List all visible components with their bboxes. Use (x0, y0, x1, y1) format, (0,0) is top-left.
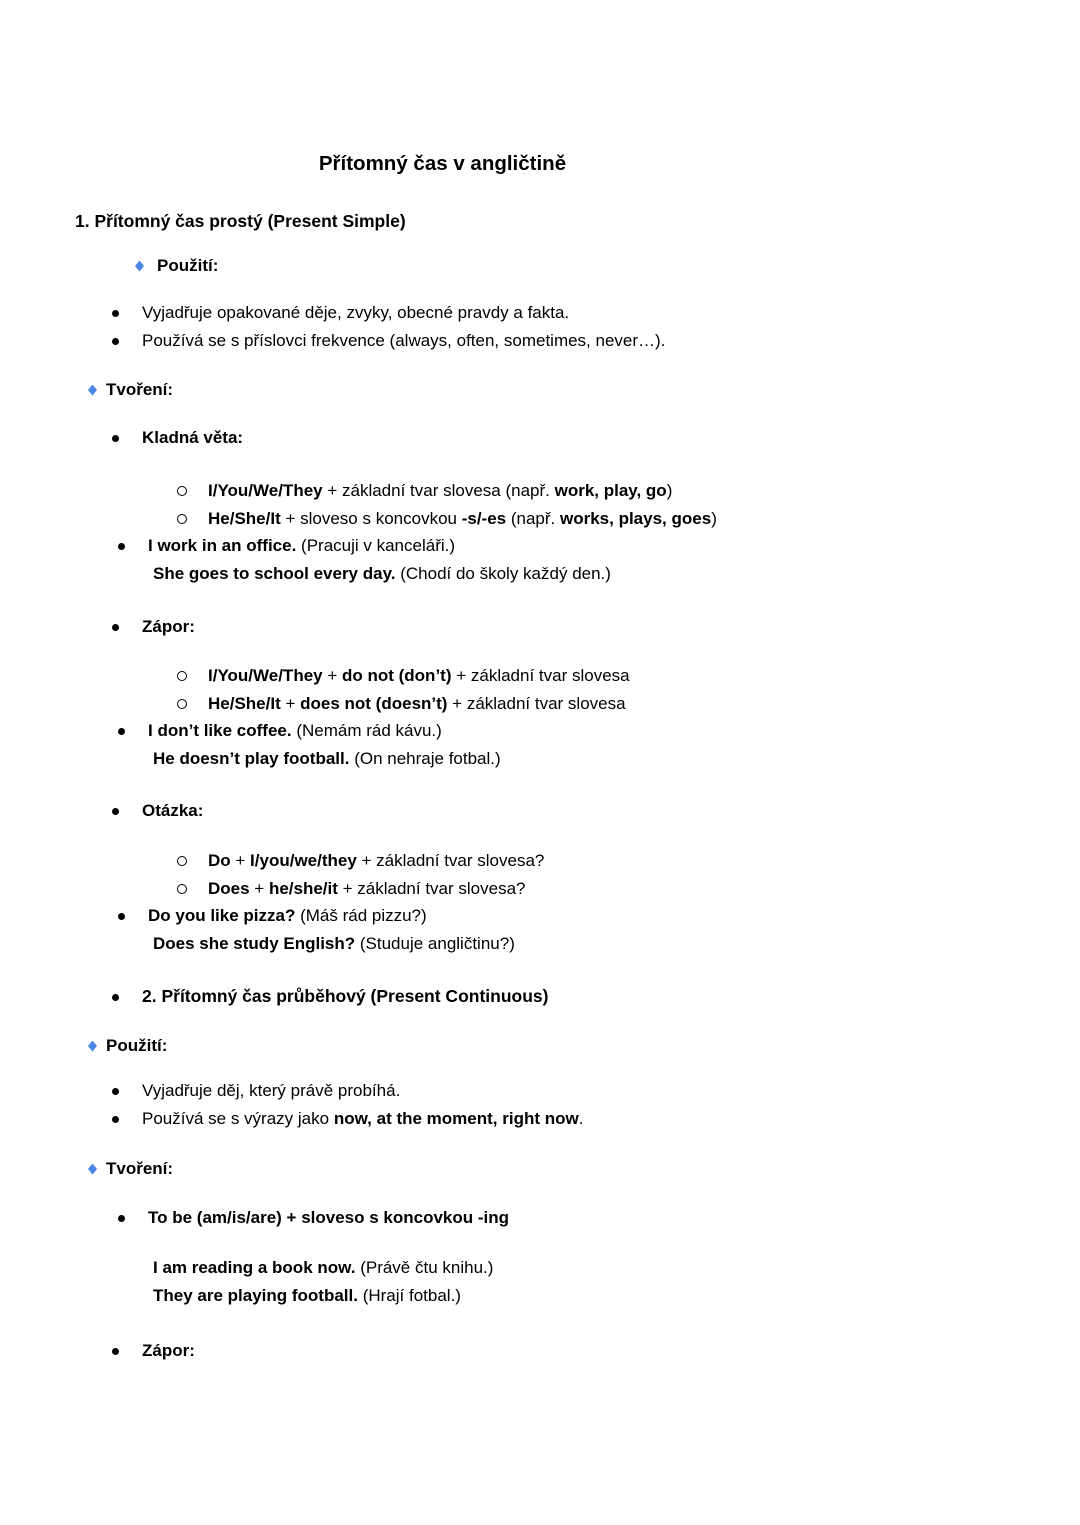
disc-bullet-icon (112, 1088, 119, 1095)
circle-bullet-icon (177, 514, 187, 524)
tvoreni-label-2 (106, 1155, 173, 1183)
pouziti-label-1 (157, 252, 218, 280)
circle-bullet-icon (177, 884, 187, 894)
rule-plain-text: + (280, 694, 301, 713)
example-sentence: I don’t like coffee. (148, 721, 292, 740)
example-sentence: He doesn’t play football. (153, 749, 350, 768)
rule-plain-text: + základní tvar slovesa (447, 694, 626, 713)
rule-bold-text: Does (208, 879, 250, 898)
example-translation: (Nemám rád kávu.) (291, 721, 442, 740)
rule-list-item (208, 690, 626, 718)
disc-bullet-icon (118, 728, 125, 735)
diamond-bullet-icon (88, 385, 97, 396)
label-text: Kladná věta: (142, 428, 244, 447)
usage-list-item (142, 327, 665, 355)
rule-plain-text: + (322, 666, 342, 685)
example-line (148, 532, 455, 560)
rule-plain-text: + základní tvar slovesa (451, 666, 630, 685)
rule-plain-text: + sloveso s koncovkou (280, 509, 462, 528)
circle-bullet-icon (177, 671, 187, 681)
example-line (148, 717, 442, 745)
disc-bullet-icon (112, 338, 119, 345)
rule-plain-text: ) (666, 481, 673, 500)
diamond-bullet-icon (88, 1041, 97, 1052)
section2-heading (142, 982, 548, 1010)
label-text: Použití: (106, 1036, 168, 1055)
rule-plain-text: + základní tvar slovesa (např. (322, 481, 555, 500)
usage-list-item (142, 1105, 583, 1133)
example-line (153, 930, 515, 958)
example-line (153, 1282, 461, 1310)
example-line (153, 745, 501, 773)
rule-plain-text: + (230, 851, 251, 870)
example-translation: (Právě čtu knihu.) (355, 1258, 494, 1277)
rule-list-item (208, 875, 526, 903)
rule-bold-text: He/She/It (208, 509, 281, 528)
rule-list-item (208, 662, 630, 690)
rule-plain-text: + (249, 879, 269, 898)
rule-bold-text: To be (am/is/are) + sloveso s koncovkou -ing (148, 1208, 510, 1227)
disc-bullet-icon (112, 435, 119, 442)
example-sentence: They are playing football. (153, 1286, 358, 1305)
rule-bold-text: I/You/We/They (208, 666, 323, 685)
rule-list-item (208, 505, 717, 533)
rule-bold-text: He/She/It (208, 694, 281, 713)
kladna-veta-label (142, 424, 243, 452)
label-text: Tvoření: (106, 380, 174, 399)
example-line (148, 902, 427, 930)
rule-bold-text: works, plays, goes (560, 509, 712, 528)
rule-plain-text: + základní tvar slovesa? (356, 851, 545, 870)
circle-bullet-icon (177, 699, 187, 709)
example-sentence: She goes to school every day. (153, 564, 396, 583)
item-bold-text: now, at the moment, right now (333, 1109, 579, 1128)
disc-bullet-icon (118, 1215, 125, 1222)
example-translation: (Hrají fotbal.) (357, 1286, 461, 1305)
example-sentence: Does she study English? (153, 934, 356, 953)
item-text: Používá se s výrazy jako (142, 1109, 334, 1128)
rule-plain-text: + základní tvar slovesa? (337, 879, 526, 898)
example-translation: (On nehraje fotbal.) (349, 749, 501, 768)
label-text: Otázka: (142, 801, 204, 820)
circle-bullet-icon (177, 856, 187, 866)
rule-bold-text: I/You/We/They (208, 481, 323, 500)
example-line (153, 1254, 493, 1282)
example-sentence: Do you like pizza? (148, 906, 296, 925)
rule-bold-text: work, play, go (554, 481, 667, 500)
disc-bullet-icon (112, 310, 119, 317)
rule-bold-text: does not (doesn’t) (300, 694, 448, 713)
item-text: . (578, 1109, 584, 1128)
tvoreni-label-1 (106, 376, 173, 404)
otazka-label (142, 797, 203, 825)
rule-plain-text: ) (711, 509, 717, 528)
item-text: Používá se s příslovci frekvence (always, often, sometimes, never…). (142, 331, 666, 350)
usage-list-item (142, 299, 569, 327)
section1-heading: 1. Přítomný čas prostý (Present Simple) (75, 211, 406, 231)
disc-bullet-icon (118, 543, 125, 550)
rule-plain-text: (např. (506, 509, 560, 528)
example-sentence: I work in an office. (148, 536, 297, 555)
disc-bullet-icon (118, 913, 125, 920)
disc-bullet-icon (112, 808, 119, 815)
example-translation: (Studuje angličtinu?) (355, 934, 515, 953)
rule-list-item (208, 847, 544, 875)
example-translation: (Pracuji v kanceláři.) (296, 536, 456, 555)
pouziti-label-2 (106, 1032, 167, 1060)
diamond-bullet-icon (88, 1164, 97, 1175)
disc-bullet-icon (112, 1116, 119, 1123)
label-text: Použití: (157, 256, 219, 275)
rule-bold-text: do not (don’t) (341, 666, 452, 685)
zapor-label (142, 613, 195, 641)
item-text: Vyjadřuje děj, který právě probíhá. (142, 1081, 401, 1100)
heading-text: 2. Přítomný čas průběhový (Present Continuous) (142, 986, 549, 1006)
disc-bullet-icon (112, 624, 119, 631)
rule-bold-text: he/she/it (268, 879, 338, 898)
example-translation: (Máš rád pizzu?) (295, 906, 427, 925)
disc-bullet-icon (112, 994, 119, 1001)
example-translation: (Chodí do školy každý den.) (395, 564, 611, 583)
rule-bold-text: -s/-es (461, 509, 507, 528)
circle-bullet-icon (177, 486, 187, 496)
usage-list-item (142, 1077, 400, 1105)
label-text: Tvoření: (106, 1159, 174, 1178)
disc-bullet-icon (112, 1348, 119, 1355)
zapor-label-2 (142, 1337, 195, 1365)
rule-bold-text: Do (208, 851, 231, 870)
example-line (153, 560, 611, 588)
item-text: Vyjadřuje opakované děje, zvyky, obecné pravdy a fakta. (142, 303, 570, 322)
diamond-bullet-icon (135, 261, 144, 272)
rule-list-item (208, 477, 672, 505)
form-rule-line (148, 1204, 509, 1232)
example-sentence: I am reading a book now. (153, 1258, 356, 1277)
rule-bold-text: I/you/we/they (250, 851, 357, 870)
label-text: Zápor: (142, 617, 195, 636)
document-title: Přítomný čas v angličtině (318, 152, 567, 175)
label-text: Zápor: (142, 1341, 195, 1360)
